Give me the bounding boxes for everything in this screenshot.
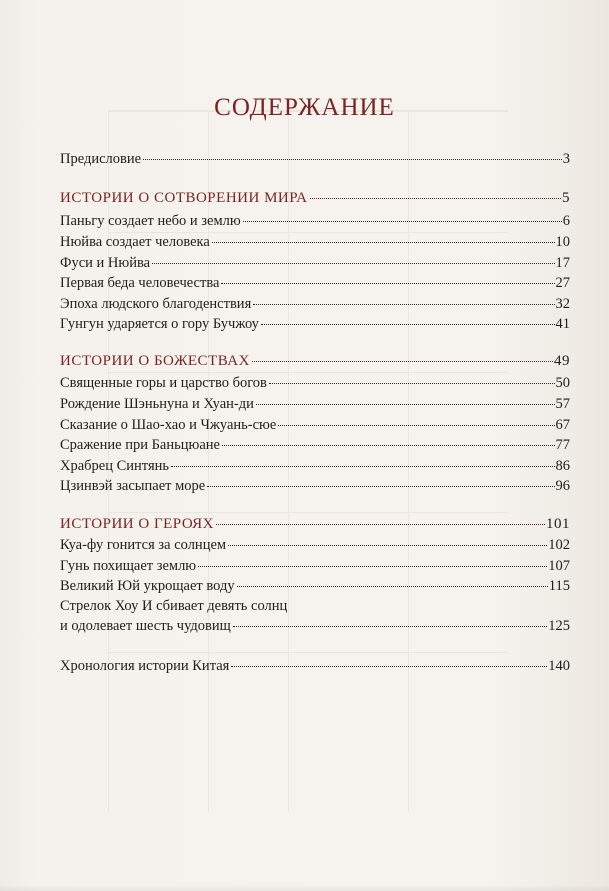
toc-section-label: ИСТОРИИ О ГЕРОЯХ — [60, 516, 214, 532]
toc-entry[interactable] — [60, 315, 570, 333]
toc-page-number: 49 — [554, 353, 570, 369]
toc-page-number: 67 — [555, 417, 570, 433]
leader-dots — [221, 283, 554, 284]
toc-page-number: 86 — [555, 458, 570, 474]
toc-page-number: 102 — [548, 537, 570, 553]
toc-entry-label: Священные горы и царство богов — [60, 375, 267, 391]
toc-page-number: 41 — [555, 316, 570, 332]
toc-entry-label: Предисловие — [60, 151, 142, 167]
leader-dots — [207, 486, 554, 487]
leader-dots — [261, 324, 555, 325]
leader-dots — [252, 361, 553, 362]
leader-dots — [198, 566, 547, 567]
toc-page-number: 140 — [548, 658, 570, 674]
toc-entry-chronology[interactable] — [60, 657, 570, 675]
toc-entry-label: Нюйва создает человека — [60, 234, 210, 250]
toc-entry-label: Рождение Шэньнуна и Хуан-ди — [60, 396, 254, 412]
leader-dots — [171, 466, 555, 467]
toc-page-number: 5 — [562, 190, 570, 206]
leader-dots — [143, 159, 562, 160]
toc-page-number: 3 — [562, 151, 570, 167]
toc-entry[interactable] — [60, 477, 570, 495]
toc-entry-label: Сказание о Шао-хао и Чжуань-сюе — [60, 417, 277, 433]
toc-page-number: 6 — [562, 213, 570, 229]
toc-entry[interactable] — [60, 395, 570, 413]
leader-dots — [216, 524, 545, 525]
toc-entry[interactable] — [60, 536, 570, 554]
toc-entry-label: Храбрец Синтянь — [60, 458, 169, 474]
leader-dots — [233, 626, 547, 627]
toc-page-number: 32 — [555, 296, 570, 312]
toc-section-heroes[interactable] — [60, 515, 570, 533]
toc-title: СОДЕРЖАНИЕ — [214, 94, 395, 121]
toc-entry[interactable] — [60, 374, 570, 392]
toc-page-number: 107 — [548, 558, 570, 574]
toc-entry[interactable] — [60, 212, 570, 230]
toc-entry[interactable] — [60, 254, 570, 272]
toc-entry-multiline-first[interactable]: Стрелок Хоу И сбивает девять солнц — [60, 598, 288, 614]
leader-dots — [269, 383, 555, 384]
toc-section-label: ИСТОРИИ О БОЖЕСТВАХ — [60, 353, 250, 369]
leader-dots — [243, 221, 562, 222]
toc-page-number: 27 — [555, 275, 570, 291]
toc-entry-label: Гунь похищает землю — [60, 558, 197, 574]
toc-entry-label: Куа-фу гонится за солнцем — [60, 537, 227, 553]
toc-entry[interactable] — [60, 577, 570, 595]
leader-dots — [253, 304, 554, 305]
toc-entry[interactable] — [60, 295, 570, 313]
toc-entry-label: Эпоха людского благоденствия — [60, 296, 252, 312]
toc-entry[interactable] — [60, 274, 570, 292]
toc-page-number: 17 — [555, 255, 570, 271]
toc-entry[interactable] — [60, 457, 570, 475]
toc-page-number: 50 — [555, 375, 570, 391]
toc-entry[interactable] — [60, 233, 570, 251]
toc-entry-label: Хронология истории Китая — [60, 658, 230, 674]
toc-entry-label: Первая беда человечества — [60, 275, 220, 291]
leader-dots — [278, 425, 554, 426]
leader-dots — [310, 198, 562, 199]
toc-page-number: 125 — [548, 618, 570, 634]
leader-dots — [228, 545, 547, 546]
leader-dots — [222, 445, 555, 446]
leader-dots — [237, 586, 548, 587]
toc-entry[interactable] — [60, 436, 570, 454]
toc-section-deities[interactable] — [60, 352, 570, 370]
leader-dots — [231, 666, 547, 667]
toc-entry-label: Гунгун ударяется о гору Бучжоу — [60, 316, 259, 332]
leader-dots — [152, 263, 554, 264]
toc-entry-label: Фуси и Нюйва — [60, 255, 151, 271]
toc-section-creation[interactable] — [60, 189, 570, 207]
toc-page-number: 115 — [548, 578, 570, 594]
page-bottom-shadow — [0, 885, 609, 891]
toc-entry-label: Великий Юй укрощает воду — [60, 578, 235, 594]
toc-page-number: 57 — [555, 396, 570, 412]
toc-entry-label: Цзинвэй засыпает море — [60, 478, 206, 494]
toc-entry-multiline-second[interactable] — [60, 617, 570, 635]
toc-page-number: 77 — [555, 437, 570, 453]
toc-entry[interactable] — [60, 416, 570, 434]
toc-entry-label: и одолевает шесть чудовищ — [60, 618, 231, 634]
toc-section-label: ИСТОРИИ О СОТВОРЕНИИ МИРА — [60, 190, 308, 206]
leader-dots — [212, 242, 555, 243]
toc-page-number: 96 — [555, 478, 570, 494]
toc-entry-label: Сражение при Баньцюане — [60, 437, 220, 453]
toc-entry-label: Паньгу создает небо и землю — [60, 213, 241, 229]
toc-entry[interactable] — [60, 557, 570, 575]
toc-entry-preface[interactable] — [60, 150, 570, 168]
toc-page-number: 101 — [546, 516, 570, 532]
toc-page-number: 10 — [555, 234, 570, 250]
leader-dots — [256, 404, 555, 405]
